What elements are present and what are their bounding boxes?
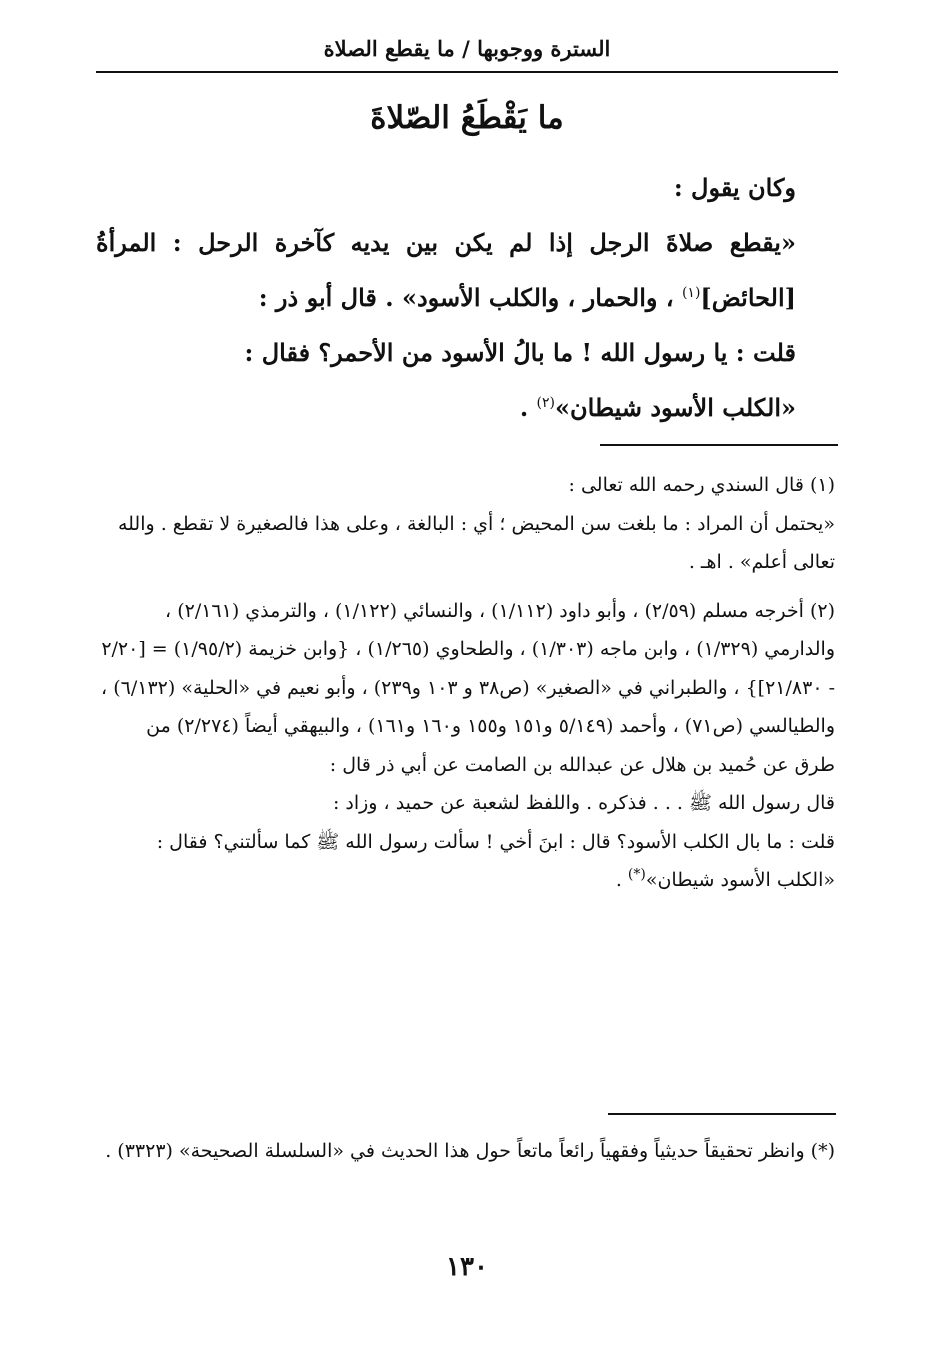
footnote-gap xyxy=(100,582,835,592)
page-number: ١٣٠ xyxy=(446,1252,488,1282)
footnote-1-quote: «يحتمل أن المراد : ما بلغت سن المحيض ؛ أي : البالغة ، وعلى هذا فالصغيرة لا تقطع . والله تعالى أعلم» . اهـ . xyxy=(117,512,835,573)
hadith-part-1: «يقطع صلاةَ الرجل إذا لم يكن بين يديه كآخرة الرحل : المرأةُ [الحائض] xyxy=(96,228,796,312)
footnote-separator xyxy=(600,444,838,446)
footnote-marker-1: (١) xyxy=(681,285,701,301)
footnote-marker-2: (٢) xyxy=(536,395,556,411)
running-header: السترة ووجوبها / ما يقطع الصلاة xyxy=(323,36,611,61)
hadith-part-2: ، والحمار ، والكلب الأسود» . قال أبو ذر : xyxy=(258,283,682,312)
footnotes xyxy=(100,466,835,900)
footnote-2-narration: قال رسول الله ﷺ . . . فذكره . واللفظ لشعبة عن حميد ، وزاد : xyxy=(332,792,835,814)
footnote-star-marker: (*) xyxy=(627,866,646,883)
editor-note-text: (*) وانظر تحقيقاً حديثياً وفقهياً رائعاً ماتعاً حول هذا الحديث في «السلسلة الصحيحة» (٣٣٢٣) . xyxy=(105,1140,835,1162)
chapter-title: ما يَقْطَعُ الصّلاةَ xyxy=(370,100,564,136)
hadith-text xyxy=(96,215,796,325)
footnote-2-answer-text: «الكلب الأسود شيطان» xyxy=(645,869,835,891)
answer-line xyxy=(96,380,796,435)
answer-end: . xyxy=(519,393,537,422)
footnote-2-answer xyxy=(100,861,835,900)
footnote-2-sources: (٢) أخرجه مسلم (٢/٥٩) ، وأبو داود (١/١١٢) ، والنسائي (١/١٢٢) ، والترمذي (٢/١٦١) ، والدارمي (١/٣٢٩) ، وابن ماجه (١/٣٠٣) ، والطحاوي (١/٢٦٥) ، {وابن خزيمة (١/٩٥/٢) = [٢/٢٠ - ٢١/٨٣٠]} ، والطبراني في «الصغير» (ص٣٨ و ١٠٣ و٢٣٩) ، وأبو نعيم في «الحلية» (٦/١٣٢) ، والطيالسي (ص٧١) ، وأحمد (٥/١٤٩ و١٥١ و١٥٥ و١٦٠ و١٦١) ، والبيهقي أيضاً (٢/٢٧٤) من طرق عن حُميد بن هلال عن عبدالله بن الصامت عن أبي ذر قال : xyxy=(101,599,835,776)
footnote-2-answer-end: . xyxy=(615,869,628,891)
header-rule xyxy=(96,71,838,73)
answer-text: «الكلب الأسود شيطان» xyxy=(555,393,796,422)
footnote-1-heading: (١) قال السندي رحمه الله تعالى : xyxy=(568,474,835,496)
main-text xyxy=(96,160,796,435)
editor-note-separator xyxy=(608,1113,836,1115)
footnote-2-question: قلت : ما بال الكلب الأسود؟ قال : ابنَ أخي ! سألت رسول الله ﷺ كما سألتني؟ فقال : xyxy=(156,830,835,853)
editor-note xyxy=(100,1132,835,1170)
intro-line: وكان يقول : xyxy=(673,173,796,202)
question-line: قلت : يا رسول الله ! ما بالُ الأسود من الأحمر؟ فقال : xyxy=(244,338,796,367)
